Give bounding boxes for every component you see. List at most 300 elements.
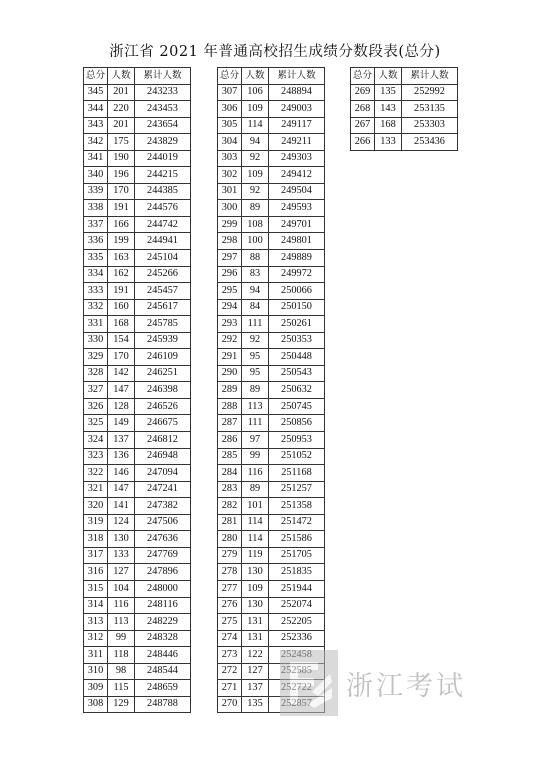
cell-count: 101 — [242, 498, 269, 515]
cell-cumulative: 248788 — [135, 696, 191, 713]
table-row — [84, 614, 191, 631]
cell-cumulative: 248116 — [135, 597, 191, 614]
table-row — [218, 597, 325, 614]
table-row — [218, 365, 325, 382]
cell-count: 100 — [242, 233, 269, 250]
cell-count: 128 — [108, 398, 135, 415]
cell-cumulative: 249801 — [269, 233, 325, 250]
table-row — [218, 580, 325, 597]
cell-cumulative: 247241 — [135, 481, 191, 498]
cell-count: 133 — [375, 134, 402, 151]
cell-count: 109 — [242, 167, 269, 184]
cell-count: 160 — [108, 299, 135, 316]
cell-cumulative: 250150 — [269, 299, 325, 316]
cell-count: 104 — [108, 580, 135, 597]
cell-count: 89 — [242, 382, 269, 399]
cell-cumulative: 245104 — [135, 250, 191, 267]
table-row — [84, 266, 191, 283]
cell-count: 137 — [108, 432, 135, 449]
table-row — [218, 117, 325, 134]
table-row — [84, 564, 191, 581]
table-row — [84, 365, 191, 382]
cell-cumulative: 251586 — [269, 531, 325, 548]
score-table-2 — [217, 67, 325, 713]
cell-score: 279 — [218, 547, 242, 564]
cell-score: 314 — [84, 597, 108, 614]
cell-cumulative: 246675 — [135, 415, 191, 432]
table-row — [84, 316, 191, 333]
cell-score: 288 — [218, 398, 242, 415]
cell-score: 334 — [84, 266, 108, 283]
cell-count: 162 — [108, 266, 135, 283]
cell-score: 312 — [84, 630, 108, 647]
cell-score: 300 — [218, 200, 242, 217]
cell-count: 113 — [108, 614, 135, 631]
cell-score: 283 — [218, 481, 242, 498]
table-row — [84, 696, 191, 713]
cell-score: 344 — [84, 101, 108, 118]
cell-count: 114 — [242, 514, 269, 531]
cell-score: 278 — [218, 564, 242, 581]
table-row — [84, 514, 191, 531]
cell-count: 116 — [108, 597, 135, 614]
table-row — [84, 233, 191, 250]
cell-cumulative: 243654 — [135, 117, 191, 134]
cell-cumulative: 244941 — [135, 233, 191, 250]
cell-cumulative: 243233 — [135, 84, 191, 101]
cell-cumulative: 243453 — [135, 101, 191, 118]
cell-count: 94 — [242, 134, 269, 151]
cell-score: 323 — [84, 448, 108, 465]
cell-count: 135 — [375, 84, 402, 101]
cell-count: 146 — [108, 465, 135, 482]
score-table-1 — [83, 67, 191, 713]
table-row — [218, 432, 325, 449]
header-count: 人数 — [242, 68, 269, 85]
table-row — [218, 349, 325, 366]
table-row — [218, 398, 325, 415]
cell-count: 129 — [108, 696, 135, 713]
cell-count: 141 — [108, 498, 135, 515]
cell-count: 114 — [242, 531, 269, 548]
cell-cumulative: 246109 — [135, 349, 191, 366]
table-row — [218, 200, 325, 217]
cell-score: 337 — [84, 216, 108, 233]
cell-count: 116 — [242, 465, 269, 482]
cell-score: 270 — [218, 696, 242, 713]
cell-score: 317 — [84, 547, 108, 564]
cell-score: 301 — [218, 183, 242, 200]
cell-cumulative: 249889 — [269, 250, 325, 267]
cell-cumulative: 251472 — [269, 514, 325, 531]
cell-score: 307 — [218, 84, 242, 101]
cell-cumulative: 246812 — [135, 432, 191, 449]
cell-count: 175 — [108, 134, 135, 151]
cell-count: 111 — [242, 415, 269, 432]
cell-score: 292 — [218, 332, 242, 349]
cell-count: 99 — [108, 630, 135, 647]
table-row — [84, 547, 191, 564]
cell-score: 310 — [84, 663, 108, 680]
cell-score: 324 — [84, 432, 108, 449]
table-row — [218, 283, 325, 300]
cell-count: 190 — [108, 150, 135, 167]
cell-count: 130 — [242, 597, 269, 614]
cell-count: 149 — [108, 415, 135, 432]
table-row — [218, 614, 325, 631]
cell-count: 201 — [108, 84, 135, 101]
cell-count: 147 — [108, 382, 135, 399]
cell-count: 220 — [108, 101, 135, 118]
table-row — [84, 448, 191, 465]
table-row — [218, 498, 325, 515]
table-row — [84, 349, 191, 366]
header-score: 总分 — [218, 68, 242, 85]
cell-count: 95 — [242, 365, 269, 382]
cell-count: 89 — [242, 481, 269, 498]
cell-cumulative: 249593 — [269, 200, 325, 217]
cell-cumulative: 253436 — [402, 134, 458, 151]
cell-score: 320 — [84, 498, 108, 515]
cell-count: 98 — [108, 663, 135, 680]
cell-count: 135 — [242, 696, 269, 713]
cell-cumulative: 245939 — [135, 332, 191, 349]
header-count: 人数 — [108, 68, 135, 85]
cell-score: 294 — [218, 299, 242, 316]
cell-count: 130 — [242, 564, 269, 581]
table-row — [84, 299, 191, 316]
cell-cumulative: 250745 — [269, 398, 325, 415]
cell-score: 341 — [84, 150, 108, 167]
cell-score: 303 — [218, 150, 242, 167]
cell-cumulative: 246526 — [135, 398, 191, 415]
cell-cumulative: 250543 — [269, 365, 325, 382]
cell-score: 328 — [84, 365, 108, 382]
cell-count: 191 — [108, 283, 135, 300]
cell-count: 127 — [242, 663, 269, 680]
table-row — [218, 465, 325, 482]
cell-cumulative: 252205 — [269, 614, 325, 631]
score-table-3 — [350, 67, 458, 151]
cell-count: 118 — [108, 647, 135, 664]
table-row — [218, 481, 325, 498]
table-row — [84, 580, 191, 597]
table-row — [218, 167, 325, 184]
table-row — [84, 630, 191, 647]
cell-score: 340 — [84, 167, 108, 184]
cell-count: 127 — [108, 564, 135, 581]
cell-cumulative: 251835 — [269, 564, 325, 581]
table-row — [218, 531, 325, 548]
cell-cumulative: 248659 — [135, 680, 191, 697]
table-row — [84, 200, 191, 217]
cell-cumulative: 249117 — [269, 117, 325, 134]
zhejiang-exam-logo-icon — [278, 648, 340, 718]
cell-cumulative: 243829 — [135, 134, 191, 151]
table-row — [84, 167, 191, 184]
cell-score: 332 — [84, 299, 108, 316]
cell-count: 111 — [242, 316, 269, 333]
table-row — [218, 250, 325, 267]
table-row — [218, 266, 325, 283]
cell-cumulative: 252336 — [269, 630, 325, 647]
cell-cumulative: 253303 — [402, 117, 458, 134]
cell-count: 168 — [108, 316, 135, 333]
header-cumulative: 累计人数 — [269, 68, 325, 85]
cell-score: 339 — [84, 183, 108, 200]
cell-count: 94 — [242, 283, 269, 300]
cell-score: 282 — [218, 498, 242, 515]
cell-count: 83 — [242, 266, 269, 283]
cell-score: 267 — [351, 117, 375, 134]
watermark — [278, 640, 470, 726]
cell-count: 92 — [242, 150, 269, 167]
cell-score: 318 — [84, 531, 108, 548]
table-row — [218, 514, 325, 531]
cell-count: 131 — [242, 630, 269, 647]
cell-cumulative: 244019 — [135, 150, 191, 167]
cell-cumulative: 246251 — [135, 365, 191, 382]
cell-count: 106 — [242, 84, 269, 101]
table-row — [84, 481, 191, 498]
cell-score: 274 — [218, 630, 242, 647]
cell-count: 133 — [108, 547, 135, 564]
header-score: 总分 — [84, 68, 108, 85]
cell-score: 335 — [84, 250, 108, 267]
cell-score: 306 — [218, 101, 242, 118]
cell-score: 315 — [84, 580, 108, 597]
cell-cumulative: 244385 — [135, 183, 191, 200]
cell-score: 327 — [84, 382, 108, 399]
cell-score: 287 — [218, 415, 242, 432]
cell-cumulative: 251705 — [269, 547, 325, 564]
cell-score: 298 — [218, 233, 242, 250]
table-row — [84, 432, 191, 449]
cell-score: 289 — [218, 382, 242, 399]
cell-cumulative: 245266 — [135, 266, 191, 283]
cell-cumulative: 253135 — [402, 101, 458, 118]
table-row — [84, 332, 191, 349]
cell-count: 166 — [108, 216, 135, 233]
table-row — [218, 233, 325, 250]
table-row — [218, 150, 325, 167]
table-row — [84, 283, 191, 300]
cell-count: 191 — [108, 200, 135, 217]
cell-score: 321 — [84, 481, 108, 498]
cell-cumulative: 245617 — [135, 299, 191, 316]
cell-cumulative: 249303 — [269, 150, 325, 167]
cell-score: 273 — [218, 647, 242, 664]
cell-count: 136 — [108, 448, 135, 465]
table-row — [218, 84, 325, 101]
cell-score: 271 — [218, 680, 242, 697]
cell-count: 143 — [375, 101, 402, 118]
table-row — [218, 101, 325, 118]
cell-count: 147 — [108, 481, 135, 498]
cell-score: 311 — [84, 647, 108, 664]
cell-count: 196 — [108, 167, 135, 184]
cell-count: 170 — [108, 349, 135, 366]
cell-score: 333 — [84, 283, 108, 300]
cell-count: 113 — [242, 398, 269, 415]
cell-score: 293 — [218, 316, 242, 333]
cell-cumulative: 251168 — [269, 465, 325, 482]
cell-score: 304 — [218, 134, 242, 151]
cell-score: 277 — [218, 580, 242, 597]
cell-score: 266 — [351, 134, 375, 151]
cell-cumulative: 250066 — [269, 283, 325, 300]
cell-count: 92 — [242, 332, 269, 349]
table-row — [218, 299, 325, 316]
cell-score: 280 — [218, 531, 242, 548]
cell-cumulative: 252074 — [269, 597, 325, 614]
cell-score: 313 — [84, 614, 108, 631]
cell-score: 331 — [84, 316, 108, 333]
cell-count: 84 — [242, 299, 269, 316]
cell-score: 302 — [218, 167, 242, 184]
table-row — [351, 134, 458, 151]
table-row — [218, 382, 325, 399]
table-row — [84, 597, 191, 614]
cell-cumulative: 251944 — [269, 580, 325, 597]
cell-score: 336 — [84, 233, 108, 250]
cell-cumulative: 250353 — [269, 332, 325, 349]
cell-count: 168 — [375, 117, 402, 134]
table-row — [84, 647, 191, 664]
page-title: 浙江省 2021 年普通高校招生成绩分数段表(总分) — [109, 44, 441, 60]
header-cumulative: 累计人数 — [135, 68, 191, 85]
cell-count: 137 — [242, 680, 269, 697]
cell-count: 154 — [108, 332, 135, 349]
cell-score: 325 — [84, 415, 108, 432]
header-cumulative: 累计人数 — [402, 68, 458, 85]
cell-count: 131 — [242, 614, 269, 631]
cell-count: 109 — [242, 101, 269, 118]
table-row — [218, 332, 325, 349]
cell-score: 345 — [84, 84, 108, 101]
cell-count: 115 — [108, 680, 135, 697]
cell-cumulative: 244576 — [135, 200, 191, 217]
watermark-text: 浙江考试 — [346, 670, 466, 702]
cell-score: 329 — [84, 349, 108, 366]
cell-score: 281 — [218, 514, 242, 531]
table-row — [84, 134, 191, 151]
cell-score: 272 — [218, 663, 242, 680]
cell-score: 295 — [218, 283, 242, 300]
cell-score: 284 — [218, 465, 242, 482]
table-row — [84, 498, 191, 515]
cell-score: 319 — [84, 514, 108, 531]
cell-score: 342 — [84, 134, 108, 151]
table-row — [84, 465, 191, 482]
cell-score: 275 — [218, 614, 242, 631]
cell-count: 142 — [108, 365, 135, 382]
table-row — [84, 117, 191, 134]
cell-cumulative: 248000 — [135, 580, 191, 597]
cell-count: 130 — [108, 531, 135, 548]
cell-score: 286 — [218, 432, 242, 449]
table-row — [84, 663, 191, 680]
table-row — [218, 564, 325, 581]
cell-count: 119 — [242, 547, 269, 564]
cell-score: 326 — [84, 398, 108, 415]
cell-cumulative: 249412 — [269, 167, 325, 184]
cell-cumulative: 250261 — [269, 316, 325, 333]
cell-cumulative: 247094 — [135, 465, 191, 482]
table-row — [351, 101, 458, 118]
cell-cumulative: 250632 — [269, 382, 325, 399]
table-row — [218, 216, 325, 233]
table-row — [84, 216, 191, 233]
cell-score: 291 — [218, 349, 242, 366]
cell-count: 201 — [108, 117, 135, 134]
header-count: 人数 — [375, 68, 402, 85]
cell-count: 163 — [108, 250, 135, 267]
cell-cumulative: 249701 — [269, 216, 325, 233]
cell-score: 290 — [218, 365, 242, 382]
cell-count: 99 — [242, 448, 269, 465]
cell-cumulative: 248544 — [135, 663, 191, 680]
cell-cumulative: 250953 — [269, 432, 325, 449]
cell-cumulative: 249972 — [269, 266, 325, 283]
table-row — [84, 84, 191, 101]
cell-count: 170 — [108, 183, 135, 200]
cell-cumulative: 251257 — [269, 481, 325, 498]
table-row — [218, 134, 325, 151]
table-row — [84, 382, 191, 399]
cell-cumulative: 247382 — [135, 498, 191, 515]
cell-cumulative: 251358 — [269, 498, 325, 515]
cell-score: 299 — [218, 216, 242, 233]
table-row — [84, 680, 191, 697]
table-row — [218, 415, 325, 432]
table-row — [351, 84, 458, 101]
cell-cumulative: 251052 — [269, 448, 325, 465]
header-score: 总分 — [351, 68, 375, 85]
cell-score: 316 — [84, 564, 108, 581]
table-row — [218, 183, 325, 200]
cell-count: 108 — [242, 216, 269, 233]
table-row — [218, 448, 325, 465]
table-row — [84, 183, 191, 200]
table-row — [218, 316, 325, 333]
cell-cumulative: 248328 — [135, 630, 191, 647]
cell-cumulative: 250448 — [269, 349, 325, 366]
cell-cumulative: 247506 — [135, 514, 191, 531]
cell-cumulative: 247636 — [135, 531, 191, 548]
table-row — [218, 547, 325, 564]
cell-cumulative: 252992 — [402, 84, 458, 101]
cell-count: 89 — [242, 200, 269, 217]
cell-score: 330 — [84, 332, 108, 349]
table-row — [84, 250, 191, 267]
cell-cumulative: 249211 — [269, 134, 325, 151]
table-row — [84, 101, 191, 118]
cell-score: 309 — [84, 680, 108, 697]
cell-score: 308 — [84, 696, 108, 713]
cell-count: 199 — [108, 233, 135, 250]
cell-cumulative: 244742 — [135, 216, 191, 233]
cell-cumulative: 246398 — [135, 382, 191, 399]
cell-score: 305 — [218, 117, 242, 134]
table-row — [351, 117, 458, 134]
cell-score: 322 — [84, 465, 108, 482]
cell-cumulative: 246948 — [135, 448, 191, 465]
table-row — [84, 531, 191, 548]
cell-cumulative: 249504 — [269, 183, 325, 200]
cell-count: 114 — [242, 117, 269, 134]
table-row — [84, 150, 191, 167]
